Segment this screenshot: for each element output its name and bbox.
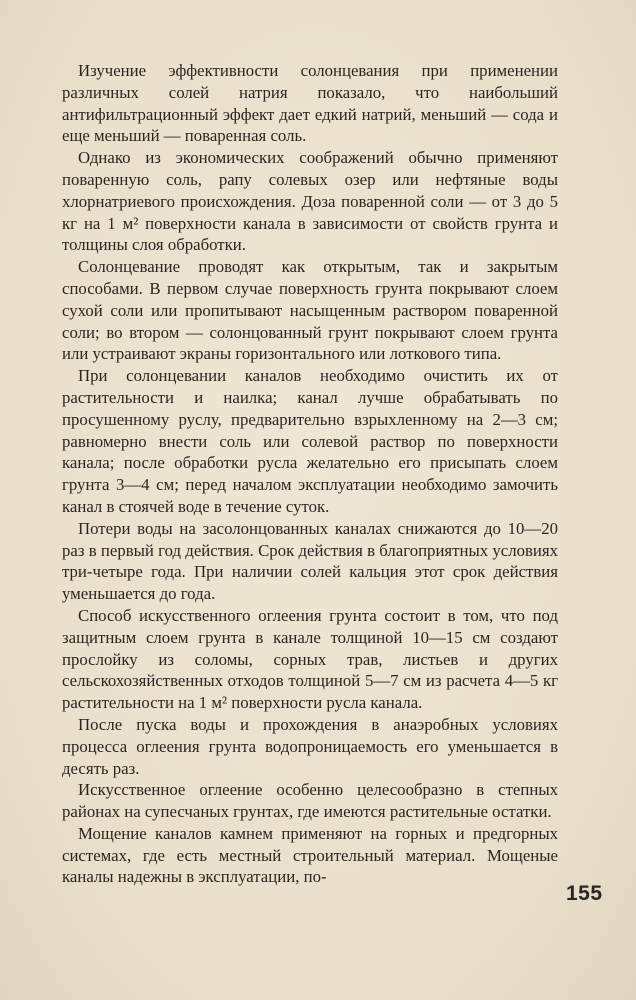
paragraph-9: Мощение каналов камнем применяют на горных и предгорных системах, где есть местный строительный материал. Мощеные каналы надежны в эксплуатации, по- bbox=[62, 823, 558, 887]
paragraph-2: Однако из экономических соображений обычно применяют поваренную соль, рапу солевых озер или нефтяные воды хлорнатриевого происхождения. Доза поваренной соли — от 3 до 5 кг на 1 м² поверхности канала в зависимости от свойств грунта и толщины слоя обработки. bbox=[62, 148, 558, 255]
paragraph-6: Способ искусственного оглеения грунта состоит в том, что под защитным слоем грунта в канале толщиной 10—15 см создают прослойку из соломы, сорных трав, листьев и других сельскохозяйственных отходов толщиной 5—7 см из расчета 4—5 кг растительности на 1 м² поверхности русла канала. bbox=[62, 605, 558, 713]
paragraph-4: При солонцевании каналов необходимо очистить их от растительности и наилка; канал лучше обрабатывать по просушенному руслу, предварительно взрыхленному на 2—3 см; равномерно внести соль или солевой раствор по поверхности канала; после обработки русла желательно его присыпать слоем грунта 3—4 см; перед началом эксплуатации необходимо замочить канал в стоячей воде в течение суток. bbox=[62, 366, 558, 516]
paragraph-7: После пуска воды и прохождения в анаэробных условиях процесса оглеения грунта водопроницаемость его уменьшается в десять раз. bbox=[62, 714, 558, 778]
body-text bbox=[62, 60, 558, 888]
paragraph-3: Солонцевание проводят как открытым, так и закрытым способами. В первом случае поверхность грунта покрывают слоем сухой соли или пропитывают насыщенным раствором поваренной соли; во втором — солонцованный грунт покрывают слоем грунта или устраивают экраны горизонтального или лоткового типа. bbox=[62, 257, 558, 364]
page-number: 155 bbox=[566, 882, 603, 905]
paragraph-8: Искусственное оглеение особенно целесообразно в степных районах на супесчаных грунтах, где имеются растительные остатки. bbox=[62, 780, 558, 822]
paragraph-1: Изучение эффективности солонцевания при применении различных солей натрия показало, что наибольший антифильтрационный эффект дает едкий натрий, меньший — сода и еще меньший — поваренная соль. bbox=[62, 61, 558, 146]
paragraph-5: Потери воды на засолонцованных каналах снижаются до 10—20 раз в первый год действия. Срок действия в благоприятных условиях три-четыре года. При наличии солей кальция этот срок действия уменьшается до года. bbox=[62, 518, 558, 604]
